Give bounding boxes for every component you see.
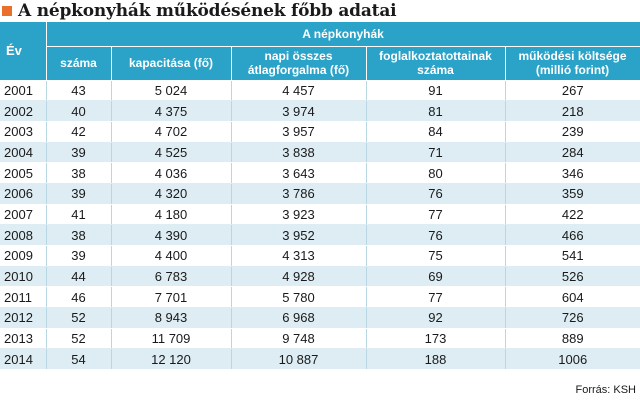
- value-cell: 422: [505, 204, 640, 225]
- header-count: száma: [46, 46, 111, 80]
- value-cell: 77: [366, 287, 505, 308]
- value-cell: 218: [505, 101, 640, 122]
- header-year: Év: [0, 22, 46, 80]
- value-cell: 3 643: [231, 163, 366, 184]
- year-cell: 2009: [0, 246, 46, 267]
- value-cell: 4 457: [231, 80, 366, 101]
- header-daily-traffic: napi összes átlagforgalma (fő): [231, 46, 366, 80]
- value-cell: 4 313: [231, 246, 366, 267]
- value-cell: 6 968: [231, 308, 366, 329]
- table-row: [0, 101, 640, 122]
- table-header: [0, 22, 640, 80]
- value-cell: 46: [46, 287, 111, 308]
- value-cell: 4 375: [111, 101, 231, 122]
- value-cell: 12 120: [111, 349, 231, 370]
- header-group: A népkonyhák: [46, 22, 640, 46]
- value-cell: 3 923: [231, 204, 366, 225]
- value-cell: 41: [46, 204, 111, 225]
- header-capacity: kapacitása (fő): [111, 46, 231, 80]
- value-cell: 541: [505, 246, 640, 267]
- value-cell: 76: [366, 225, 505, 246]
- value-cell: 39: [46, 246, 111, 267]
- table-row: [0, 225, 640, 246]
- value-cell: 75: [366, 246, 505, 267]
- table-row: [0, 308, 640, 329]
- year-cell: 2007: [0, 204, 46, 225]
- table-row: [0, 349, 640, 370]
- value-cell: 4 036: [111, 163, 231, 184]
- table-row: [0, 266, 640, 287]
- year-cell: 2011: [0, 287, 46, 308]
- value-cell: 92: [366, 308, 505, 329]
- value-cell: 7 701: [111, 287, 231, 308]
- value-cell: 38: [46, 163, 111, 184]
- table-body: [0, 80, 640, 370]
- value-cell: 8 943: [111, 308, 231, 329]
- value-cell: 43: [46, 80, 111, 101]
- value-cell: 526: [505, 266, 640, 287]
- year-cell: 2003: [0, 121, 46, 142]
- value-cell: 76: [366, 183, 505, 204]
- value-cell: 9 748: [231, 328, 366, 349]
- value-cell: 359: [505, 183, 640, 204]
- year-cell: 2005: [0, 163, 46, 184]
- value-cell: 71: [366, 142, 505, 163]
- table-row: [0, 328, 640, 349]
- year-cell: 2004: [0, 142, 46, 163]
- value-cell: 4 525: [111, 142, 231, 163]
- value-cell: 77: [366, 204, 505, 225]
- value-cell: 54: [46, 349, 111, 370]
- value-cell: 44: [46, 266, 111, 287]
- table-row: [0, 163, 640, 184]
- data-table: [0, 22, 640, 370]
- table-row: [0, 121, 640, 142]
- table-row: [0, 204, 640, 225]
- value-cell: 5 780: [231, 287, 366, 308]
- year-cell: 2013: [0, 328, 46, 349]
- value-cell: 466: [505, 225, 640, 246]
- value-cell: 604: [505, 287, 640, 308]
- title-bar: [0, 0, 640, 22]
- value-cell: 284: [505, 142, 640, 163]
- value-cell: 4 180: [111, 204, 231, 225]
- table-row: [0, 246, 640, 267]
- value-cell: 4 320: [111, 183, 231, 204]
- value-cell: 84: [366, 121, 505, 142]
- value-cell: 38: [46, 225, 111, 246]
- year-cell: 2010: [0, 266, 46, 287]
- value-cell: 52: [46, 328, 111, 349]
- table-row: [0, 142, 640, 163]
- table-row: [0, 287, 640, 308]
- table-row: [0, 183, 640, 204]
- value-cell: 10 887: [231, 349, 366, 370]
- value-cell: 4 400: [111, 246, 231, 267]
- value-cell: 889: [505, 328, 640, 349]
- chart-title: A népkonyhák működésének főbb adatai: [18, 1, 397, 21]
- source-note: Forrás: KSH: [575, 384, 636, 396]
- value-cell: 4 928: [231, 266, 366, 287]
- year-cell: 2012: [0, 308, 46, 329]
- value-cell: 91: [366, 80, 505, 101]
- value-cell: 5 024: [111, 80, 231, 101]
- value-cell: 726: [505, 308, 640, 329]
- year-cell: 2006: [0, 183, 46, 204]
- value-cell: 6 783: [111, 266, 231, 287]
- value-cell: 3 786: [231, 183, 366, 204]
- value-cell: 173: [366, 328, 505, 349]
- table-row: [0, 80, 640, 101]
- value-cell: 39: [46, 183, 111, 204]
- value-cell: 3 957: [231, 121, 366, 142]
- value-cell: 239: [505, 121, 640, 142]
- year-cell: 2001: [0, 80, 46, 101]
- value-cell: 39: [46, 142, 111, 163]
- value-cell: 52: [46, 308, 111, 329]
- value-cell: 80: [366, 163, 505, 184]
- title-marker-icon: [2, 6, 12, 16]
- value-cell: 188: [366, 349, 505, 370]
- value-cell: 69: [366, 266, 505, 287]
- value-cell: 40: [46, 101, 111, 122]
- year-cell: 2008: [0, 225, 46, 246]
- value-cell: 1006: [505, 349, 640, 370]
- value-cell: 3 838: [231, 142, 366, 163]
- value-cell: 4 390: [111, 225, 231, 246]
- value-cell: 4 702: [111, 121, 231, 142]
- value-cell: 3 974: [231, 101, 366, 122]
- header-employees: foglalkoztatottainak száma: [366, 46, 505, 80]
- year-cell: 2002: [0, 101, 46, 122]
- value-cell: 11 709: [111, 328, 231, 349]
- value-cell: 3 952: [231, 225, 366, 246]
- value-cell: 81: [366, 101, 505, 122]
- year-cell: 2014: [0, 349, 46, 370]
- header-cost: működési költsége (millió forint): [505, 46, 640, 80]
- value-cell: 267: [505, 80, 640, 101]
- value-cell: 42: [46, 121, 111, 142]
- value-cell: 346: [505, 163, 640, 184]
